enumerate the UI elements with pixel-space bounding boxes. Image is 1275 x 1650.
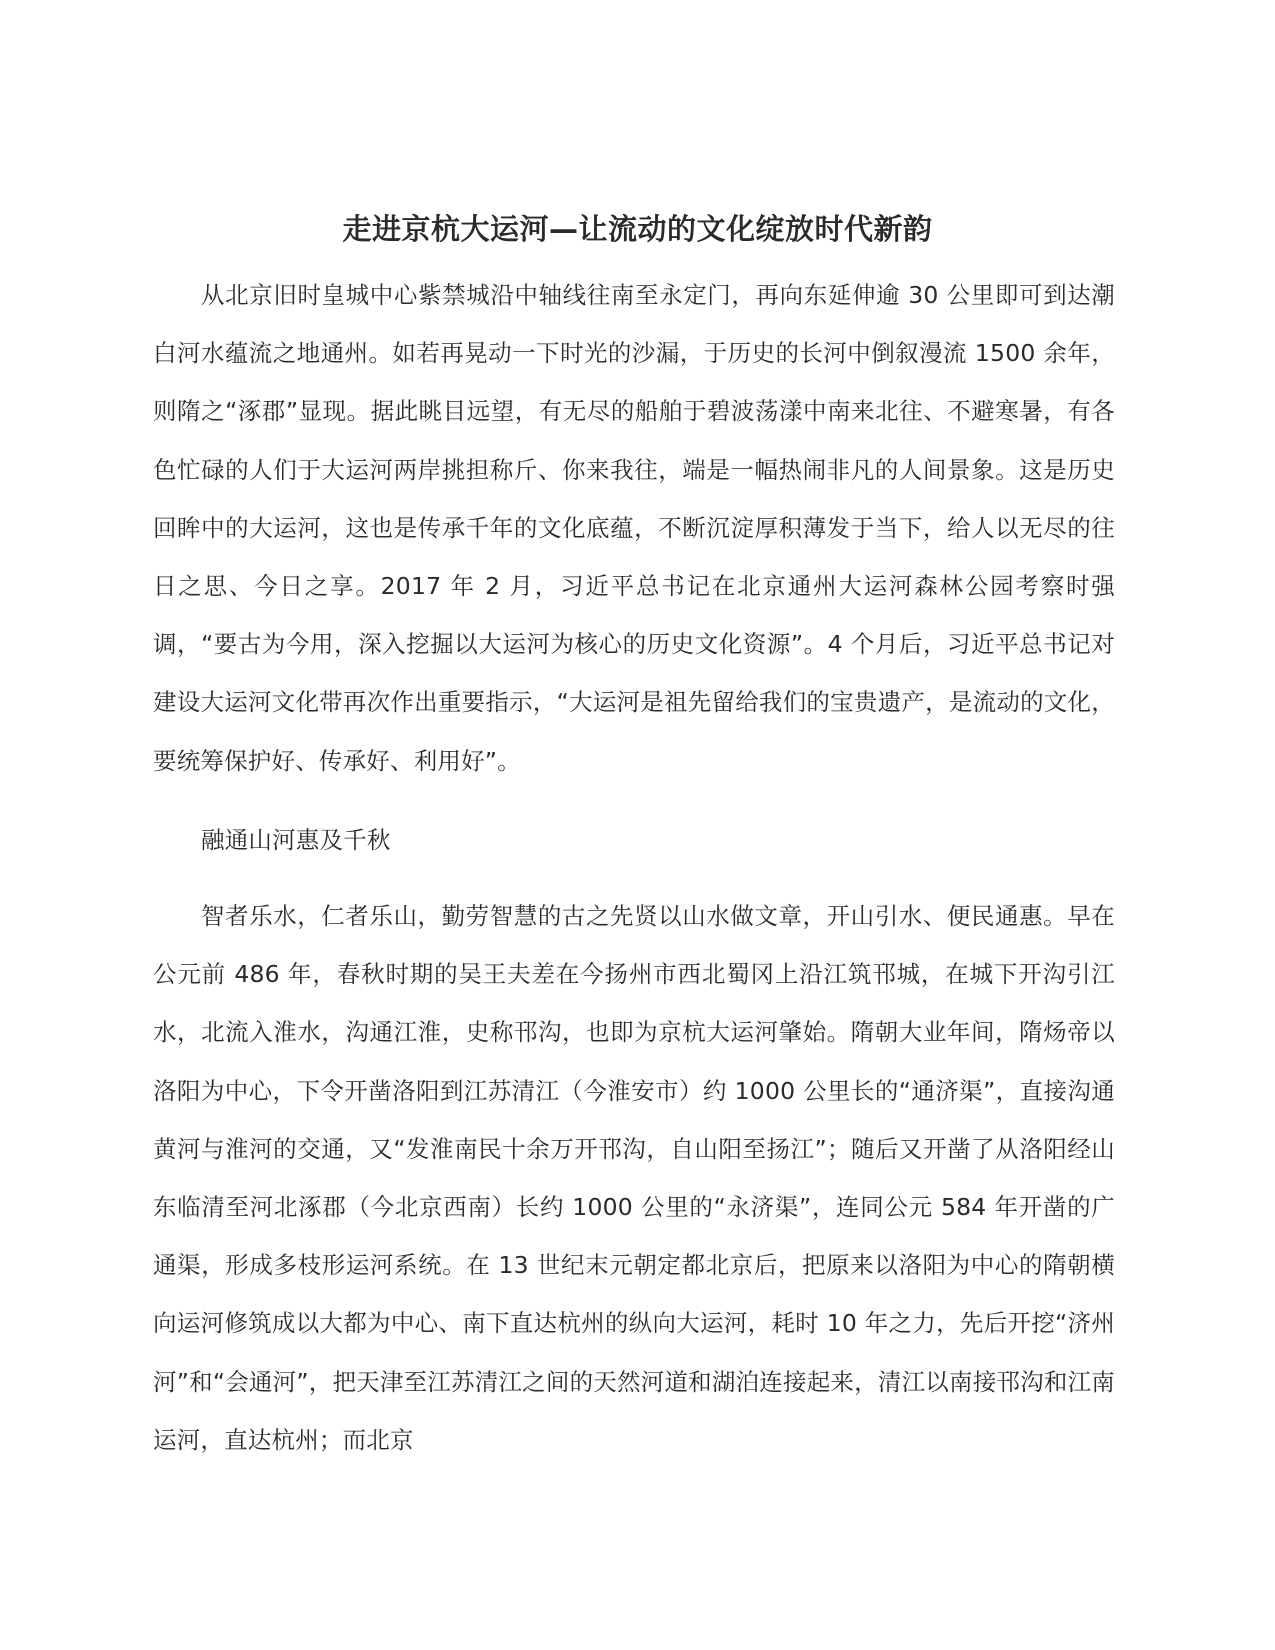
paragraph-intro: 从北京旧时皇城中心紫禁城沿中轴线往南至永定门，再向东延伸逾 30 公里即可到达潮白河水蕴流之地通州。如若再晃动一下时光的沙漏，于历史的长河中倒叙漫流 1500 余年，则隋之“涿郡”显现。据此眺目远望，有无尽的船舶于碧波荡漾中南来北往、不避寒暑，有各色忙碌的人们于大运河两岸挑担称斤、你来我往，端是一幅热闹非凡的人间景象。这是历史回眸中的大运河，这也是传承千年的文化底蕴，不断沉淀厚积薄发于当下，给人以无尽的往日之思、今日之享。2017 年 2 月，习近平总书记在北京通州大运河森林公园考察时强调，“要古为今用，深入挖掘以大运河为核心的历史文化资源”。4 个月后，习近平总书记对建设大运河文化带再次作出重要指示，“大运河是祖先留给我们的宝贵遗产，是流动的文化，要统筹保护好、传承好、利用好”。 (153, 281, 1115, 775)
section-heading: 融通山河惠及千秋 (201, 826, 391, 854)
document-title: 走进京杭大运河—让流动的文化绽放时代新韵 (342, 212, 933, 247)
paragraph-history: 智者乐水，仁者乐山，勤劳智慧的古之先贤以山水做文章，开山引水、便民通惠。早在公元前 486 年，春秋时期的吴王夫差在今扬州市西北蜀冈上沿江筑邗城，在城下开沟引江水，北流入淮水，沟通江淮，史称邗沟，也即为京杭大运河肇始。隋朝大业年间，隋炀帝以洛阳为中心，下令开凿洛阳到江苏清江（今淮安市）约 1000 公里长的“通济渠”，直接沟通黄河与淮河的交通，又“发淮南民十余万开邗沟，自山阳至扬江”；随后又开凿了从洛阳经山东临清至河北涿郡（今北京西南）长约 1000 公里的“永济渠”，连同公元 584 年开凿的广通渠，形成多枝形运河系统。在 13 世纪末元朝定都北京后，把原来以洛阳为中心的隋朝横向运河修筑成以大都为中心、南下直达杭州的纵向大运河，耗时 10 年之力，先后开挖“济州河”和“会通河”，把天津至江苏清江之间的天然河道和湖泊连接起来，清江以南接邗沟和江南运河，直达杭州；而北京 (153, 902, 1115, 1454)
